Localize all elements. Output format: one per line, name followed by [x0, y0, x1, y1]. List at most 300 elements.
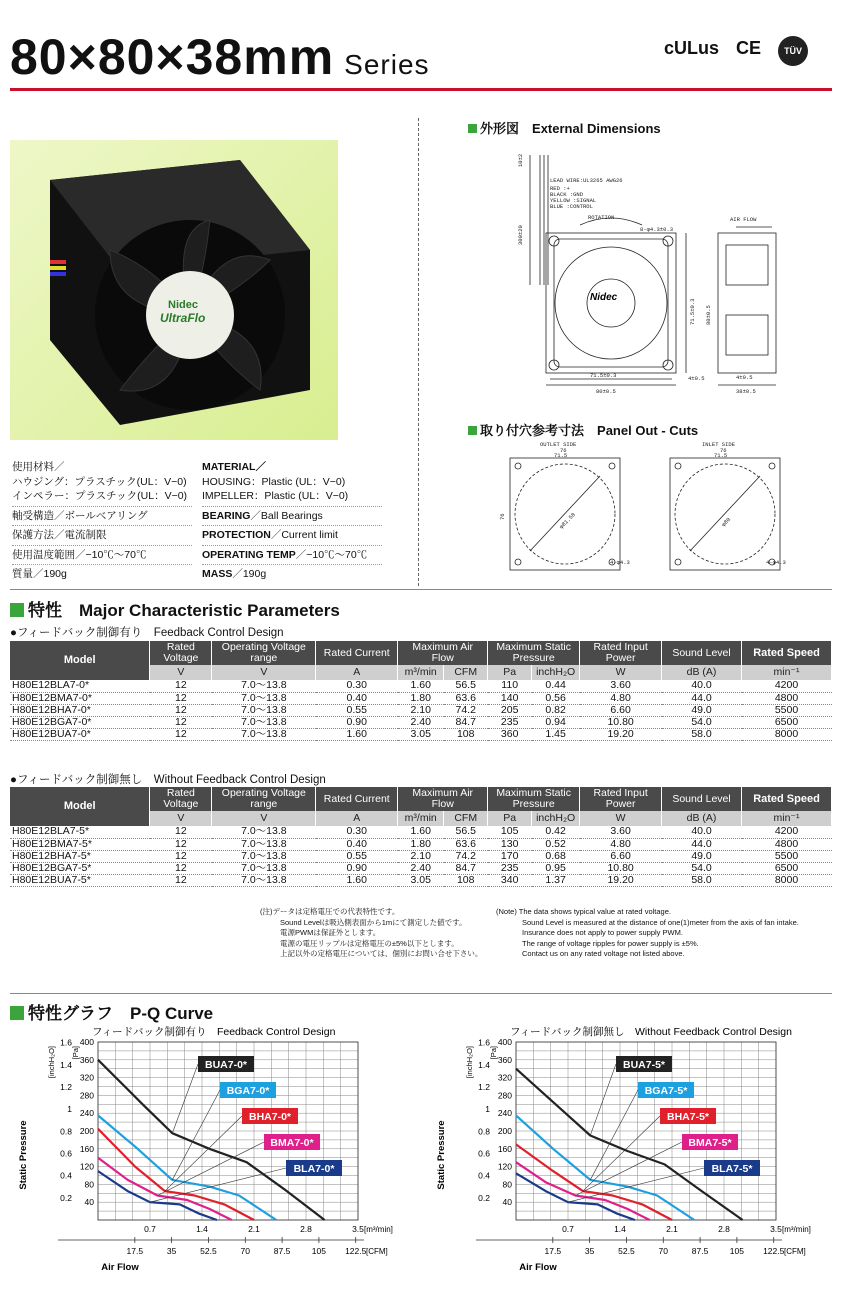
- table-cell: 0.56: [532, 692, 580, 704]
- bearing-key: BEARING: [202, 509, 251, 522]
- dim-300: 300±20: [517, 225, 524, 245]
- ce-cert-icon: CE: [736, 38, 762, 58]
- y-tick-pa: 280: [497, 1090, 512, 1101]
- y-tick-inch: 0.6: [478, 1148, 490, 1159]
- panel-dia-b: φ80: [720, 516, 733, 529]
- x-unit-cfm: [CFM]: [366, 1247, 388, 1256]
- table-cell: 1.37: [532, 874, 580, 886]
- table-cell: 40.0: [662, 826, 742, 838]
- col-input-power: Rated Input Power: [580, 641, 662, 665]
- note-jp-2: Sound Levelは吸込側表面から1mにて測定した値です。: [280, 917, 467, 927]
- table-cell: 4200: [742, 680, 832, 692]
- table-cell: 7.0～13.8: [212, 716, 316, 728]
- table-cell: 4800: [742, 838, 832, 850]
- series-leader-line: [172, 1064, 198, 1133]
- y-axis-label: Static Pressure: [18, 1120, 29, 1190]
- table-cell: 12: [150, 826, 212, 838]
- fan-image: [10, 140, 338, 440]
- table-cell: 6.60: [580, 704, 662, 716]
- dim-wire-red: RED :+: [550, 185, 570, 192]
- table-cell: 0.30: [316, 680, 398, 692]
- y-tick-pa: 40: [84, 1197, 94, 1208]
- col-rated-current: Rated Current: [316, 787, 398, 811]
- unit-a: A: [316, 665, 398, 680]
- table-cell: 1.60: [316, 728, 398, 740]
- dim-38: 38±0.5: [736, 388, 756, 395]
- y-tick-pa: 40: [502, 1197, 512, 1208]
- x-tick-m3: 2.1: [666, 1224, 678, 1234]
- series-label: BGA7-0*: [226, 1085, 270, 1097]
- feedback-spec-table: [10, 641, 832, 741]
- table-cell: 63.6: [444, 838, 488, 850]
- x-tick-cfm: 17.5: [126, 1246, 144, 1256]
- model-cell: H80E12BLA7-0*: [10, 680, 150, 692]
- table-cell: 84.7: [444, 862, 488, 874]
- y-tick-inch: 0.2: [478, 1192, 490, 1203]
- y-tick-inch: 1.6: [478, 1037, 490, 1048]
- col-max-pressure: Maximum Static Pressure: [488, 641, 580, 665]
- table-cell: 6500: [742, 716, 832, 728]
- table-cell: 5500: [742, 850, 832, 862]
- no-feedback-spec-table: [10, 787, 832, 887]
- table-cell: 12: [150, 692, 212, 704]
- table-cell: 7.0～13.8: [212, 680, 316, 692]
- x-tick-cfm: 105: [729, 1246, 744, 1256]
- model-cell: H80E12BLA7-5*: [10, 826, 150, 838]
- table-cell: 0.82: [532, 704, 580, 716]
- table-row: [10, 862, 832, 874]
- table-cell: 205: [488, 704, 532, 716]
- y-unit-pa: [Pa]: [489, 1046, 498, 1060]
- table-cell: 7.0～13.8: [212, 874, 316, 886]
- series-label: Series: [344, 49, 430, 80]
- model-cell: H80E12BGA7-5*: [10, 862, 150, 874]
- impeller-jp: インペラー：プラスチック(UL：V−0): [12, 489, 192, 507]
- unit-min: min⁻¹: [742, 665, 832, 680]
- table-cell: 58.0: [662, 728, 742, 740]
- col-sound: Sound Level: [662, 787, 742, 811]
- table-cell: 19.20: [580, 874, 662, 886]
- table-cell: 2.40: [398, 862, 444, 874]
- dim-4a: 4±0.5: [688, 375, 705, 382]
- table-row: [10, 680, 832, 692]
- temp-val: ／−10℃〜70℃: [295, 548, 368, 561]
- housing-en: HOUSING：Plastic (UL：V−0): [202, 475, 346, 488]
- y-tick-inch: 0.4: [478, 1170, 490, 1181]
- table-cell: 84.7: [444, 716, 488, 728]
- table-cell: 6500: [742, 862, 832, 874]
- x-tick-m3: 2.8: [300, 1224, 312, 1234]
- dim-80-v: 80±0.5: [705, 305, 712, 325]
- y-tick-inch: 1.4: [478, 1059, 490, 1070]
- notes-jp: [260, 907, 500, 960]
- table-cell: 0.94: [532, 716, 580, 728]
- chart-title: フィードバック制御無し Without Feedback Control Design: [510, 1026, 792, 1038]
- table-cell: 0.55: [316, 704, 398, 716]
- table-cell: 0.40: [316, 838, 398, 850]
- table-cell: 3.60: [580, 680, 662, 692]
- series-label: BLA7-5*: [711, 1163, 753, 1175]
- model-cell: H80E12BHA7-5*: [10, 850, 150, 862]
- unit-cfm: CFM: [444, 811, 488, 826]
- y-tick-pa: 200: [497, 1126, 512, 1136]
- table-cell: 4200: [742, 826, 832, 838]
- y-tick-pa: 360: [79, 1054, 94, 1065]
- unit-v: V: [150, 811, 212, 826]
- panel-dia-a: φ81.58: [557, 511, 577, 531]
- table-cell: 10.80: [580, 862, 662, 874]
- table-cell: 58.0: [662, 874, 742, 886]
- y-unit-inch: [inchH₂O]: [47, 1046, 56, 1079]
- series-label: BUA7-0*: [204, 1059, 248, 1071]
- table-cell: 63.6: [444, 692, 488, 704]
- panel-715-a: 71.5: [554, 452, 568, 459]
- series-label: BHA7-0*: [248, 1111, 292, 1123]
- note-jp-4: 電源の電圧リップルは定格電圧の±5%以下とします。: [280, 938, 459, 948]
- dim-wire-black: BLACK :GND: [550, 191, 584, 198]
- dim-wire-blue: BLUE :CONTROL: [550, 203, 593, 210]
- y-tick-pa: 240: [497, 1108, 512, 1119]
- table-cell: 19.20: [580, 728, 662, 740]
- unit-pa: Pa: [488, 665, 532, 680]
- table-cell: 0.68: [532, 850, 580, 862]
- model-cell: H80E12BUA7-0*: [10, 728, 150, 740]
- col-rated-voltage: Rated Voltage: [150, 787, 212, 811]
- column-divider: [418, 118, 419, 586]
- y-tick-inch: 1.6: [60, 1037, 72, 1048]
- mass-val: ／190g: [232, 568, 267, 580]
- x-tick-m3: 1.4: [614, 1224, 626, 1234]
- unit-inch: inchH₂O: [532, 665, 580, 680]
- table-cell: 12: [150, 838, 212, 850]
- table-cell: 4.80: [580, 692, 662, 704]
- table-cell: 235: [488, 862, 532, 874]
- x-tick-cfm: 35: [166, 1246, 177, 1256]
- dim-80: 80±0.5: [596, 388, 616, 395]
- table-cell: 12: [150, 728, 212, 740]
- note-jp-5: 上記以外の定格電圧については、個別にお問い合せ下さい。: [280, 949, 483, 958]
- table-cell: 44.0: [662, 838, 742, 850]
- table-cell: 7.0～13.8: [212, 692, 316, 704]
- table-cell: 2.40: [398, 716, 444, 728]
- panel-76-b: 76: [720, 447, 727, 454]
- table-cell: 0.90: [316, 862, 398, 874]
- y-tick-pa: 200: [79, 1126, 94, 1136]
- x-tick-cfm: 122.5: [763, 1246, 785, 1256]
- table-cell: 49.0: [662, 850, 742, 862]
- table-cell: 54.0: [662, 862, 742, 874]
- x-tick-cfm: 52.5: [618, 1246, 635, 1256]
- y-tick-pa: 360: [497, 1054, 512, 1065]
- table-cell: 12: [150, 874, 212, 886]
- table-cell: 7.0～13.8: [212, 838, 316, 850]
- table-cell: 110: [488, 680, 532, 692]
- table-cell: 7.0～13.8: [212, 850, 316, 862]
- chart-title: フィードバック制御有り Feedback Control Design: [92, 1026, 336, 1038]
- x-tick-cfm: 70: [240, 1246, 251, 1256]
- note-en-3: Insurance does not apply to power supply PWM.: [522, 928, 683, 937]
- dim-71-5: 71.5±0.3: [590, 372, 617, 379]
- unit-cfm: CFM: [444, 665, 488, 680]
- table-cell: 7.0～13.8: [212, 704, 316, 716]
- x-axis-label: Air Flow: [101, 1262, 139, 1273]
- y-tick-pa: 400: [79, 1037, 94, 1047]
- materials-en: [202, 460, 382, 582]
- table-cell: 140: [488, 692, 532, 704]
- table-cell: 108: [444, 728, 488, 740]
- x-tick-m3: 2.1: [248, 1224, 260, 1234]
- col-op-voltage: Operating Voltage range: [212, 787, 316, 811]
- materials-jp: [12, 460, 192, 582]
- note-jp-3: 電源PWMは保証外とします。: [280, 928, 381, 937]
- tuv-cert-icon: TÜV: [778, 36, 808, 66]
- table-row: [10, 728, 832, 740]
- note-en-2: Sound Level is measured at the distance of one(1)meter from the axis of fan intake.: [522, 917, 799, 927]
- table-cell: 8000: [742, 728, 832, 740]
- table-cell: 49.0: [662, 704, 742, 716]
- external-dimensions-heading: 外形図 External Dimensions: [468, 118, 661, 137]
- table-row: [10, 850, 832, 862]
- unit-m3: m³/min: [398, 811, 444, 826]
- series-label: BMA7-0*: [270, 1137, 314, 1149]
- series-label: BLA7-0*: [293, 1163, 335, 1175]
- external-dimensions-drawing: [510, 135, 800, 405]
- table-cell: 3.60: [580, 826, 662, 838]
- nfb-title: ●フィードバック制御無し Without Feedback Control Design: [10, 774, 326, 786]
- dim-10: 10±2: [517, 153, 524, 167]
- x-tick-cfm: 52.5: [200, 1246, 217, 1256]
- col-model: Model: [10, 641, 150, 680]
- ul-cert-icon: cULus: [664, 38, 720, 58]
- y-tick-pa: 320: [497, 1072, 512, 1083]
- model-cell: H80E12BMA7-5*: [10, 838, 150, 850]
- y-tick-pa: 320: [79, 1072, 94, 1083]
- material-label-en: MATERIAL／: [202, 461, 266, 473]
- bearing-jp: 軸受構造／ボールベアリング: [12, 509, 192, 527]
- x-tick-cfm: 105: [311, 1246, 326, 1256]
- unit-inch: inchH₂O: [532, 811, 580, 826]
- x-tick-cfm: 87.5: [273, 1246, 291, 1256]
- protection-key: PROTECTION: [202, 529, 271, 541]
- table-cell: 3.05: [398, 874, 444, 886]
- table-cell: 235: [488, 716, 532, 728]
- dim-4b: 4±0.5: [736, 374, 753, 381]
- y-tick-pa: 80: [84, 1179, 94, 1190]
- y-tick-inch: 1.4: [60, 1059, 72, 1070]
- col-speed: Rated Speed: [742, 787, 832, 811]
- svg-text:UltraFlo: UltraFlo: [160, 311, 206, 325]
- x-tick-m3: 3.5: [770, 1224, 782, 1234]
- table-cell: 8000: [742, 874, 832, 886]
- protection-jp: 保護方法／電流制限: [12, 528, 192, 546]
- impeller-en: IMPELLER：Plastic (UL：V−0): [202, 489, 382, 507]
- y-tick-pa: 80: [502, 1179, 512, 1190]
- table-cell: 170: [488, 850, 532, 862]
- model-cell: H80E12BGA7-0*: [10, 716, 150, 728]
- unit-v2: V: [212, 811, 316, 826]
- series-leader-line: [165, 1116, 242, 1191]
- panel-inlet: INLET SIDE: [702, 441, 736, 448]
- housing-jp: ハウジング：プラスチック(UL：V−0): [12, 475, 187, 488]
- col-model: Model: [10, 787, 150, 826]
- x-tick-m3: 1.4: [196, 1224, 208, 1234]
- unit-pa: Pa: [488, 811, 532, 826]
- note-jp-1: (注)データは定格電圧での代表特性です。: [260, 907, 400, 916]
- panel-cutouts-heading: 取り付穴参考寸法 Panel Out - Cuts: [468, 420, 698, 439]
- table-cell: 74.2: [444, 704, 488, 716]
- note-en-5: Contact us on any rated voltage not listed above.: [522, 949, 685, 958]
- y-tick-inch: 1: [67, 1104, 72, 1115]
- params-divider: [10, 589, 832, 590]
- table-cell: 56.5: [444, 826, 488, 838]
- unit-a: A: [316, 811, 398, 826]
- table-cell: 0.95: [532, 862, 580, 874]
- table-cell: 4.80: [580, 838, 662, 850]
- table-row: [10, 838, 832, 850]
- series-line: [98, 1158, 232, 1220]
- x-tick-cfm: 70: [658, 1246, 669, 1256]
- table-row: [10, 704, 832, 716]
- temp-key: OPERATING TEMP: [202, 548, 296, 561]
- unit-db: dB (A): [662, 811, 742, 826]
- table-cell: 0.40: [316, 692, 398, 704]
- pq-divider: [10, 993, 832, 994]
- y-tick-inch: 1: [485, 1104, 490, 1115]
- y-tick-pa: 280: [79, 1090, 94, 1101]
- y-tick-pa: 160: [79, 1143, 94, 1154]
- fb-title: ●フィードバック制御有り Feedback Control Design: [10, 627, 284, 639]
- model-cell: H80E12BMA7-0*: [10, 692, 150, 704]
- table-cell: 6.60: [580, 850, 662, 862]
- table-row: [10, 692, 832, 704]
- x-tick-m3: 2.8: [718, 1224, 730, 1234]
- table-row: [10, 716, 832, 728]
- table-cell: 12: [150, 716, 212, 728]
- y-tick-inch: 0.8: [60, 1126, 72, 1137]
- table-cell: 340: [488, 874, 532, 886]
- params-heading: 特性 Major Characteristic Parameters: [10, 596, 340, 621]
- dim-airflow: AIR FLOW: [730, 216, 757, 223]
- y-tick-inch: 1.2: [478, 1082, 490, 1093]
- table-cell: 54.0: [662, 716, 742, 728]
- product-photo: [10, 140, 338, 440]
- table-cell: 0.52: [532, 838, 580, 850]
- col-max-pressure: Maximum Static Pressure: [488, 787, 580, 811]
- col-max-airflow: Maximum Air Flow: [398, 641, 488, 665]
- material-label-jp: 使用材料／: [12, 461, 65, 473]
- x-tick-m3: 0.7: [144, 1224, 156, 1234]
- y-tick-inch: 0.8: [478, 1126, 490, 1137]
- col-input-power: Rated Input Power: [580, 787, 662, 811]
- note-en-1: (Note) The data shows typical value at rated voltage.: [496, 907, 671, 916]
- pq-heading: 特性グラフ P-Q Curve: [10, 999, 213, 1024]
- table-cell: 5500: [742, 704, 832, 716]
- x-tick-cfm: 122.5: [345, 1246, 367, 1256]
- panel-hole-a: 4-φ4.3: [610, 559, 630, 566]
- col-rated-voltage: Rated Voltage: [150, 641, 212, 665]
- series-leader-line: [150, 1168, 286, 1202]
- title-divider: [10, 88, 832, 91]
- series-leader-line: [590, 1064, 616, 1135]
- svg-text:Nidec: Nidec: [168, 299, 198, 311]
- table-cell: 0.44: [532, 680, 580, 692]
- unit-w: W: [580, 665, 662, 680]
- y-unit-inch: [inchH₂O]: [465, 1046, 474, 1079]
- x-tick-cfm: 17.5: [544, 1246, 562, 1256]
- panel-76-a: 76: [560, 447, 567, 454]
- unit-w: W: [580, 811, 662, 826]
- notes-en: [496, 907, 836, 960]
- mass-key: MASS: [202, 568, 233, 580]
- model-cell: H80E12BUA7-5*: [10, 874, 150, 886]
- unit-min: min⁻¹: [742, 811, 832, 826]
- panel-715-b: 71.5: [714, 452, 728, 459]
- panel-cutouts-drawing: [490, 436, 790, 586]
- table-cell: 0.42: [532, 826, 580, 838]
- table-cell: 1.80: [398, 838, 444, 850]
- x-unit-cfm: [CFM]: [784, 1247, 806, 1256]
- x-unit-m3: [m³/min]: [782, 1225, 811, 1234]
- col-max-airflow: Maximum Air Flow: [398, 787, 488, 811]
- unit-v: V: [150, 665, 212, 680]
- table-cell: 1.80: [398, 692, 444, 704]
- table-cell: 1.45: [532, 728, 580, 740]
- table-cell: 3.05: [398, 728, 444, 740]
- y-tick-inch: 0.2: [60, 1192, 72, 1203]
- x-axis-label: Air Flow: [519, 1262, 557, 1273]
- x-tick-cfm: 87.5: [691, 1246, 709, 1256]
- note-en-4: The range of voltage ripples for power supply is ±5%.: [522, 938, 699, 948]
- table-cell: 2.10: [398, 850, 444, 862]
- page-title: 80×80×38mm Series: [10, 29, 430, 85]
- table-cell: 105: [488, 826, 532, 838]
- table-cell: 1.60: [398, 826, 444, 838]
- table-cell: 12: [150, 680, 212, 692]
- col-op-voltage: Operating Voltage range: [212, 641, 316, 665]
- table-cell: 74.2: [444, 850, 488, 862]
- y-tick-pa: 400: [497, 1037, 512, 1047]
- dim-wire-yellow: YELLOW :SIGNAL: [550, 197, 597, 204]
- dim-lead-wire: LEAD WIRE:UL3265 AWG26: [550, 177, 623, 184]
- dim-71-5-v: 71.5±0.3: [689, 298, 696, 325]
- bearing-val: ／Ball Bearings: [250, 509, 323, 522]
- y-tick-inch: 0.4: [60, 1170, 72, 1181]
- table-cell: 44.0: [662, 692, 742, 704]
- table-cell: 0.30: [316, 826, 398, 838]
- table-cell: 1.60: [398, 680, 444, 692]
- y-tick-inch: 0.6: [60, 1148, 72, 1159]
- dim-rotation: ROTATION: [588, 214, 615, 221]
- mass-jp: 質量／190g: [12, 568, 67, 580]
- unit-m3: m³/min: [398, 665, 444, 680]
- table-cell: 4800: [742, 692, 832, 704]
- series-leader-line: [568, 1168, 704, 1202]
- series-label: BMA7-5*: [688, 1137, 732, 1149]
- y-unit-pa: [Pa]: [71, 1046, 80, 1060]
- table-cell: 12: [150, 704, 212, 716]
- fan-drawing-brand-icon: Nidec: [590, 292, 618, 303]
- y-tick-pa: 120: [79, 1161, 94, 1172]
- table-cell: 1.60: [316, 874, 398, 886]
- table-cell: 7.0～13.8: [212, 728, 316, 740]
- x-tick-m3: 0.7: [562, 1224, 574, 1234]
- y-tick-pa: 240: [79, 1108, 94, 1119]
- panel-hole-b: 4-φ4.3: [766, 559, 786, 566]
- col-sound: Sound Level: [662, 641, 742, 665]
- table-cell: 7.0～13.8: [212, 862, 316, 874]
- y-tick-pa: 120: [497, 1161, 512, 1172]
- dim-hole: 8-φ4.3±0.3: [640, 226, 674, 233]
